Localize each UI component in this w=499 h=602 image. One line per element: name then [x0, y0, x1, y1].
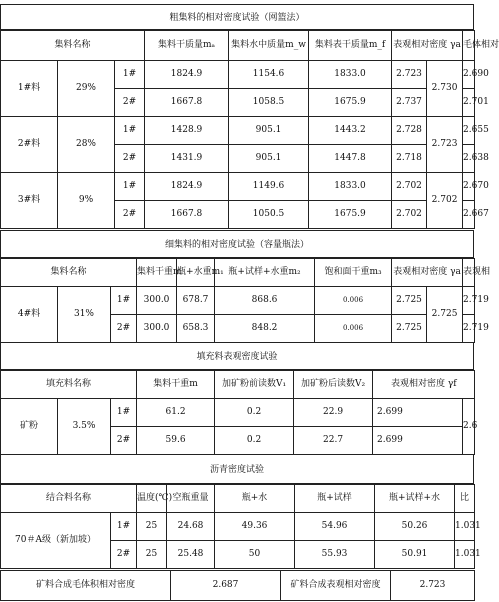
water-mass: 905.1 [229, 117, 309, 145]
sample-no: 2# [115, 145, 145, 173]
asphalt-binder-name: 70＃A级（新加坡） [1, 513, 111, 569]
ssd-mass: 0.006 [315, 287, 392, 315]
filler-material-percent: 3.5% [58, 399, 111, 455]
sample-no: 2# [111, 315, 137, 343]
fine-table [0, 258, 491, 343]
bulk-density: 2.690 [463, 61, 475, 89]
extra-value: 2.719 [463, 287, 475, 315]
apparent-density-average: 2.725 [427, 287, 463, 343]
fine-header-dry: 集料干重m [137, 259, 177, 287]
asphalt-header-name: 结合料名称 [1, 485, 137, 513]
bottle-water-mass: 658.3 [177, 315, 215, 343]
asphalt-header-empty: 空瓶重量 [167, 485, 215, 513]
bulk-density-label: 矿料合成毛体积相对密度 [1, 571, 171, 601]
fine-header-bottle-sample-water: 瓶+试样+水重m₂ [215, 259, 315, 287]
coarse-material-name: 2#料 [1, 117, 58, 173]
apparent-density: 2.699 [373, 427, 463, 455]
dry-mass: 59.6 [137, 427, 215, 455]
apparent-density: 2.737 [392, 89, 427, 117]
bulk-density-value: 2.687 [171, 571, 281, 601]
water-mass: 1149.6 [229, 173, 309, 201]
bottle-sample-mass: 54.96 [295, 513, 375, 541]
surface-dry-mass: 1443.2 [309, 117, 392, 145]
apparent-density: 2.702 [392, 201, 427, 229]
asphalt-table [0, 484, 481, 569]
apparent-density: 2.725 [392, 287, 427, 315]
sample-no: 1# [111, 513, 137, 541]
coarse-header-dry: 集料干质量mₐ [145, 31, 229, 61]
fine-section-title: 细集料的相对密度试验（容量瓶法） [0, 230, 474, 258]
apparent-density: 2.725 [392, 315, 427, 343]
dry-mass: 300.0 [137, 315, 177, 343]
coarse-material-name: 3#料 [1, 173, 58, 229]
filler-material-name: 矿粉 [1, 399, 58, 455]
asphalt-header-temp: 温度(℃) [137, 485, 167, 513]
asphalt-section-title: 沥青密度试验 [0, 454, 474, 484]
coarse-header-bulk: 毛体相对 [463, 31, 475, 61]
sample-no: 2# [115, 201, 145, 229]
apparent-density-average: 2.730 [427, 61, 463, 117]
apparent-density-average: 2.723 [427, 117, 463, 173]
water-mass: 1050.5 [229, 201, 309, 229]
coarse-material-percent: 9% [58, 173, 115, 229]
apparent-density-value: 2.723 [391, 571, 475, 601]
filler-header-v2: 加矿粉后读数V₂ [294, 371, 373, 399]
dry-mass: 1824.9 [145, 173, 229, 201]
filler-header-apparent: 表观相对密度 γf [373, 371, 475, 399]
asphalt-header-bottle-sample-water: 瓶+试样+水 [375, 485, 455, 513]
bulk-density: 2.655 [463, 117, 475, 145]
bottle-water-mass: 50 [215, 541, 295, 569]
sample-no: 1# [115, 117, 145, 145]
bottle-water-mass: 678.7 [177, 287, 215, 315]
bottle-sample-water-mass: 50.26 [375, 513, 455, 541]
asphalt-header-bottle-water: 瓶+水 [215, 485, 295, 513]
ratio-value: 1.031 [455, 541, 475, 569]
filler-header-dry: 集料干重m [137, 371, 215, 399]
apparent-density: 2.728 [392, 117, 427, 145]
dry-mass: 1428.9 [145, 117, 229, 145]
apparent-density-average: 2.702 [427, 173, 463, 229]
dry-mass: 1824.9 [145, 61, 229, 89]
surface-dry-mass: 1675.9 [309, 89, 392, 117]
reading-v2: 22.9 [294, 399, 373, 427]
asphalt-header-ratio: 比 [455, 485, 475, 513]
sample-no: 1# [115, 173, 145, 201]
apparent-density-average: 2.6 [463, 399, 475, 455]
bottle-water-mass: 49.36 [215, 513, 295, 541]
fine-header-bottle-water: 瓶+水重m₁ [177, 259, 215, 287]
sample-no: 1# [111, 399, 137, 427]
sample-no: 1# [111, 287, 137, 315]
apparent-density: 2.699 [373, 399, 463, 427]
dry-mass: 300.0 [137, 287, 177, 315]
asphalt-header-bottle-sample: 瓶+试样 [295, 485, 375, 513]
extra-value: 2.719 [463, 315, 475, 343]
coarse-table [0, 30, 499, 229]
coarse-header-name: 集料名称 [1, 31, 145, 61]
empty-bottle-mass: 25.48 [167, 541, 215, 569]
sample-no: 1# [115, 61, 145, 89]
ssd-mass: 0.006 [315, 315, 392, 343]
dry-mass: 1667.8 [145, 201, 229, 229]
fine-material-name: 4#料 [1, 287, 58, 343]
reading-v1: 0.2 [215, 399, 294, 427]
water-mass: 905.1 [229, 145, 309, 173]
bottle-sample-water-mass: 50.91 [375, 541, 455, 569]
surface-dry-mass: 1833.0 [309, 173, 392, 201]
filler-header-name: 填充料名称 [1, 371, 137, 399]
water-mass: 1058.5 [229, 89, 309, 117]
apparent-density: 2.718 [392, 145, 427, 173]
bulk-density: 2.638 [463, 145, 475, 173]
dry-mass: 1431.9 [145, 145, 229, 173]
temperature: 25 [137, 541, 167, 569]
bulk-density: 2.670 [463, 173, 475, 201]
coarse-header-apparent: 表观相对密度 γa [392, 31, 463, 61]
surface-dry-mass: 1833.0 [309, 61, 392, 89]
apparent-density-label: 矿料合成表观相对密度 [281, 571, 391, 601]
coarse-material-percent: 28% [58, 117, 115, 173]
bottle-sample-water-mass: 848.2 [215, 315, 315, 343]
dry-mass: 1667.8 [145, 89, 229, 117]
coarse-material-name: 1#料 [1, 61, 58, 117]
sample-no: 2# [115, 89, 145, 117]
coarse-header-water: 集料水中质量m_w [229, 31, 309, 61]
filler-section-title: 填充料表观密度试验 [0, 342, 474, 370]
empty-bottle-mass: 24.68 [167, 513, 215, 541]
fine-header-extra: 表观相 [463, 259, 475, 287]
coarse-header-surface: 集料表干质量m_f [309, 31, 392, 61]
reading-v1: 0.2 [215, 427, 294, 455]
bottle-sample-water-mass: 868.6 [215, 287, 315, 315]
sample-no: 2# [111, 541, 137, 569]
coarse-section-title: 粗集料的相对密度试验（网篮法） [0, 4, 474, 30]
bulk-density: 2.667 [463, 201, 475, 229]
apparent-density: 2.702 [392, 173, 427, 201]
fine-header-name: 集料名称 [1, 259, 137, 287]
ratio-value: 1.031 [455, 513, 475, 541]
coarse-material-percent: 29% [58, 61, 115, 117]
water-mass: 1154.6 [229, 61, 309, 89]
surface-dry-mass: 1447.8 [309, 145, 392, 173]
dry-mass: 61.2 [137, 399, 215, 427]
bulk-density: 2.701 [463, 89, 475, 117]
reading-v2: 22.7 [294, 427, 373, 455]
temperature: 25 [137, 513, 167, 541]
surface-dry-mass: 1675.9 [309, 201, 392, 229]
apparent-density: 2.723 [392, 61, 427, 89]
sample-no: 2# [111, 427, 137, 455]
fine-material-percent: 31% [58, 287, 111, 343]
summary-table [0, 570, 475, 601]
filler-header-v1: 加矿粉前读数V₁ [215, 371, 294, 399]
fine-header-apparent: 表观相对密度 γa [392, 259, 463, 287]
bottle-sample-mass: 55.93 [295, 541, 375, 569]
fine-header-ssd: 饱和面干重m₃ [315, 259, 392, 287]
filler-table [0, 370, 478, 455]
